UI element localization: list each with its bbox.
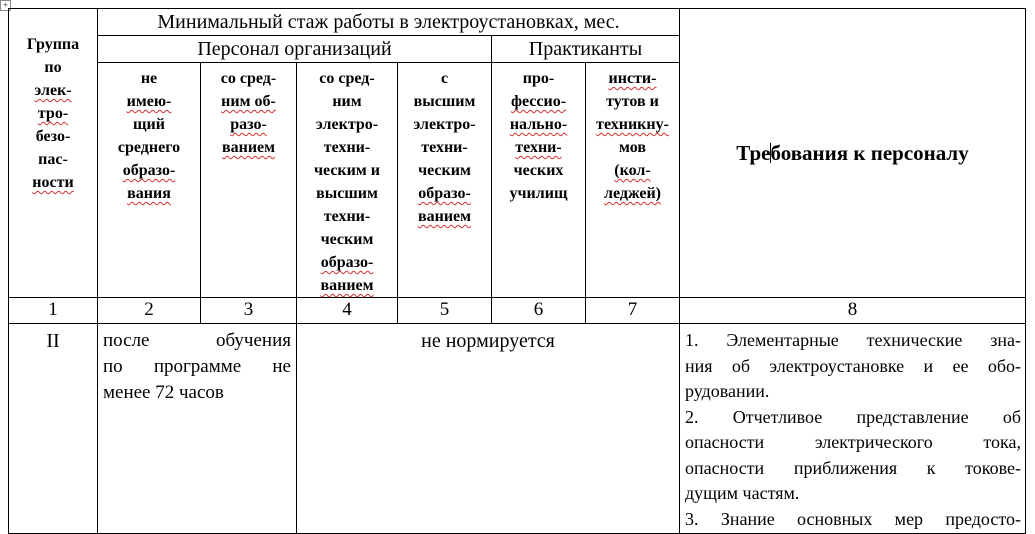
requirements-line: дущим частям. [685, 483, 800, 503]
column-header-line: с [440, 70, 449, 87]
column-header-line: мов [619, 139, 646, 156]
column-header-line: щий [133, 116, 165, 133]
header-group-line: элек- [34, 82, 72, 99]
column-number: 8 [680, 298, 1026, 324]
header-group-cell [9, 9, 98, 298]
header-group-line: тро- [37, 105, 69, 122]
column-header-line: вания [127, 185, 171, 202]
column-header-no-secondary [98, 63, 201, 298]
column-header-line: среднего [117, 139, 181, 156]
column-header-line: техникну- [596, 116, 669, 133]
column-header-line: ванием [417, 208, 472, 225]
column-header-secondary [201, 63, 297, 298]
header-group-line: ности [32, 174, 74, 191]
header-group-line: пас- [38, 151, 68, 168]
column-header-line: ванием [221, 139, 276, 156]
trainees-header: Практиканты [492, 36, 680, 63]
column-header-line: образо- [418, 185, 471, 202]
after-training-line: по программе не [103, 356, 291, 377]
requirements-line: 1. Элементарные технические зна- [685, 330, 1021, 350]
group-ii-cell: II [9, 324, 98, 534]
requirements-line: 2. Отчетливое представление об [685, 406, 1021, 427]
after-training-line: менее 72 часов [103, 382, 224, 403]
staff-header: Персонал организаций [98, 36, 492, 63]
column-number: 1 [9, 298, 98, 324]
column-header-line: (кол- [614, 162, 651, 179]
column-header-line: электро- [315, 116, 379, 133]
not-normed-cell: не нормируется [297, 324, 680, 534]
column-header-vocational-schools [492, 63, 586, 298]
requirements-line: опасности электрического тока, [685, 432, 1021, 452]
column-header-line: про- [522, 70, 555, 87]
column-header-line: электро- [413, 116, 476, 133]
column-numbers-row [9, 298, 1026, 324]
column-header-line: техни- [323, 208, 371, 225]
column-header-line: ческим [418, 162, 471, 179]
column-header-line: образо- [320, 254, 374, 271]
header-group-line: безо- [35, 128, 71, 145]
column-header-line: ческих [513, 162, 564, 179]
after-training-cell [98, 324, 297, 534]
header-group-line: по [44, 59, 62, 76]
requirements-line: рудовании. [685, 381, 770, 401]
column-header-line: ческим [320, 231, 374, 248]
column-header-line: училищ [509, 185, 568, 202]
column-header-line: техни- [421, 139, 468, 156]
requirements-table [8, 8, 1026, 534]
requirements-header [680, 9, 1026, 298]
column-header-higher-electrotechnical [398, 63, 492, 298]
group-ii-row [9, 324, 1026, 534]
requirements-title-part: бования к персоналу [770, 141, 969, 165]
column-header-line: ческим и [314, 162, 380, 179]
column-header-line: не [140, 70, 158, 87]
requirements-line: ния об электроустановке и ее обо- [685, 355, 1021, 376]
column-header-line: образо- [122, 162, 176, 179]
column-header-institutes-colleges [586, 63, 680, 298]
column-number: 4 [297, 298, 398, 324]
column-header-line: ним об- [221, 93, 276, 110]
column-header-line: тутов и [606, 93, 659, 110]
column-header-line: ванием [320, 277, 374, 294]
column-header-line: леджей) [604, 185, 661, 202]
header-group-line: Группа [26, 36, 80, 53]
table-move-handle-icon[interactable]: + [0, 0, 11, 11]
requirements-title-part: Тре [736, 141, 771, 165]
column-header-line: ним [332, 93, 362, 110]
requirements-text-cell [680, 324, 1026, 534]
column-number: 7 [586, 298, 680, 324]
after-training-line: после обучения [103, 330, 291, 351]
experience-header: Минимальный стаж работы в электроустановках, мес. [98, 9, 680, 36]
column-header-line: высшим [316, 185, 378, 202]
column-number: 3 [201, 298, 297, 324]
column-header-line: нально- [509, 116, 568, 133]
column-header-line: со сред- [220, 70, 277, 87]
column-header-line: разо- [230, 116, 267, 133]
requirements-line: опасности приближения к токове- [685, 457, 1021, 478]
column-header-line: техни- [323, 139, 371, 156]
column-number: 5 [398, 298, 492, 324]
header-row-1 [9, 9, 1026, 36]
requirements-line: 3. Знание основных мер предосто- [685, 508, 1021, 529]
column-header-line: техни- [515, 139, 562, 156]
column-header-line: фессио- [510, 93, 567, 110]
column-header-line: со сред- [319, 70, 375, 87]
column-header-line: имею- [126, 93, 172, 110]
column-header-line: высшим [413, 93, 476, 110]
column-header-line: инсти- [608, 70, 657, 87]
column-number: 2 [98, 298, 201, 324]
column-number: 6 [492, 298, 586, 324]
column-header-secondary-electrotechnical [297, 63, 398, 298]
